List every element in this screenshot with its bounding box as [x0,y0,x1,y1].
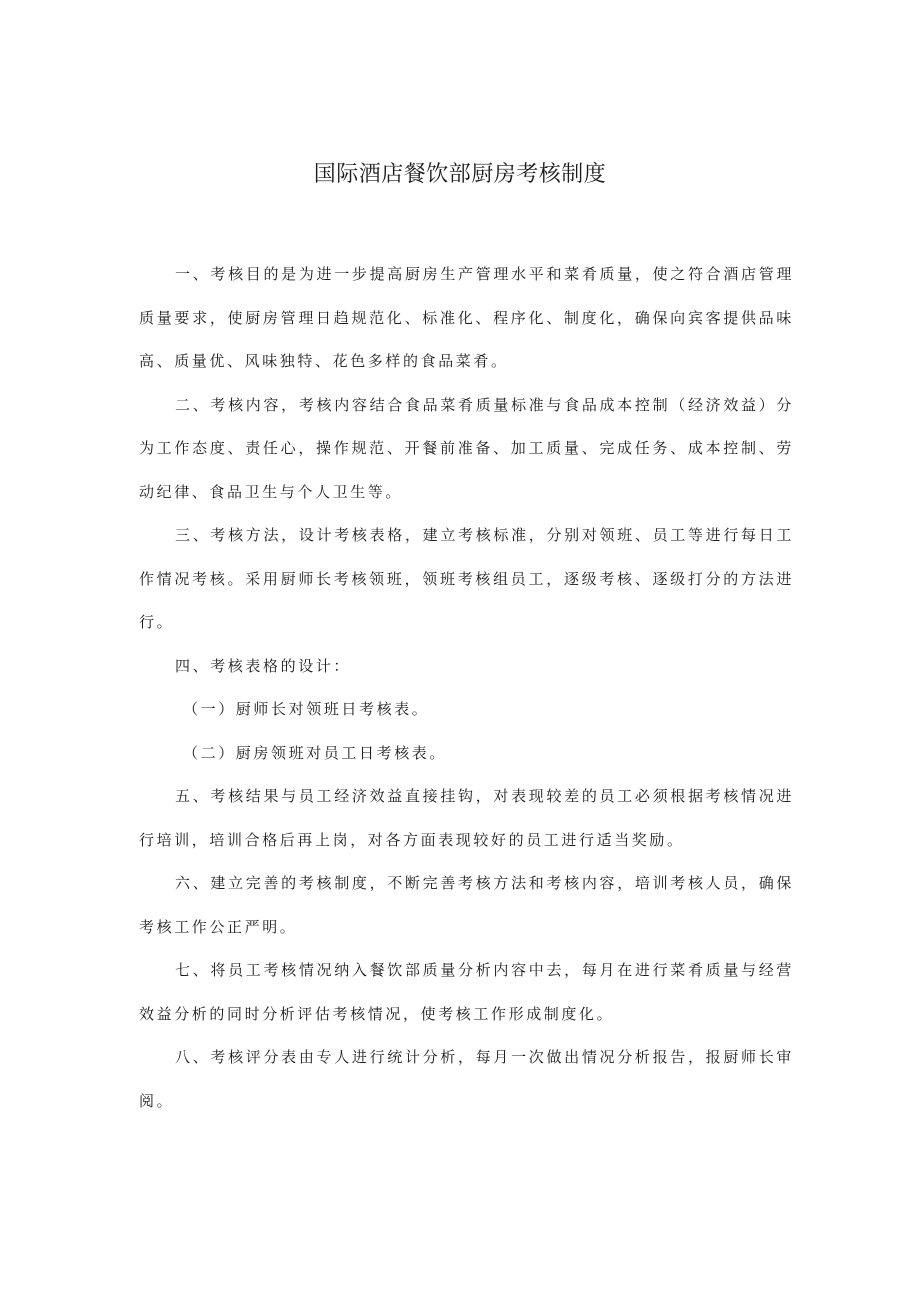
paragraph-results: 五、考核结果与员工经济效益直接挂钩，对表现较差的员工必须根据考核情况进行培训，培训合格后再上岗，对各方面表现较好的员工进行适当奖励。 [139,787,794,849]
paragraph-table-design: 四、考核表格的设计： [175,656,352,675]
document-title: 国际酒店餐饮部厨房考核制度 [313,161,607,187]
paragraph-analysis: 七、将员工考核情况纳入餐饮部质量分析内容中去，每月在进行菜肴质量与经营效益分析的同时分析评估考核情况，使考核工作形成制度化。 [139,961,794,1023]
paragraph-purpose: 一、考核目的是为进一步提高厨房生产管理水平和菜肴质量，使之符合酒店管理质量要求，使厨房管理日趋规范化、标准化、程序化、制度化，确保向宾客提供品味高、质量优、风味独特、花色多样的食品菜肴。 [139,265,794,370]
paragraph-report: 八、考核评分表由专人进行统计分析，每月一次做出情况分析报告，报厨师长审阅。 [139,1048,794,1110]
paragraph-system: 六、建立完善的考核制度，不断完善考核方法和考核内容，培训考核人员，确保考核工作公正严明。 [139,874,794,936]
paragraph-table-supervisor: （一）厨师长对领班日考核表。 [183,700,430,718]
document-body [139,253,794,1123]
paragraph-table-staff: （二）厨房领班对员工日考核表。 [183,743,448,762]
paragraph-method: 三、考核方法，设计考核表格，建立考核标准，分别对领班、员工等进行每日工作情况考核。采用厨师长考核领班，领班考核组员工，逐级考核、逐级打分的方法进行。 [139,526,794,631]
paragraph-content: 二、考核内容，考核内容结合食品菜肴质量标准与食品成本控制（经济效益）分为工作态度、责任心，操作规范、开餐前准备、加工质量、完成任务、成本控制、劳动纪律、食品卫生与个人卫生等。 [139,395,794,501]
